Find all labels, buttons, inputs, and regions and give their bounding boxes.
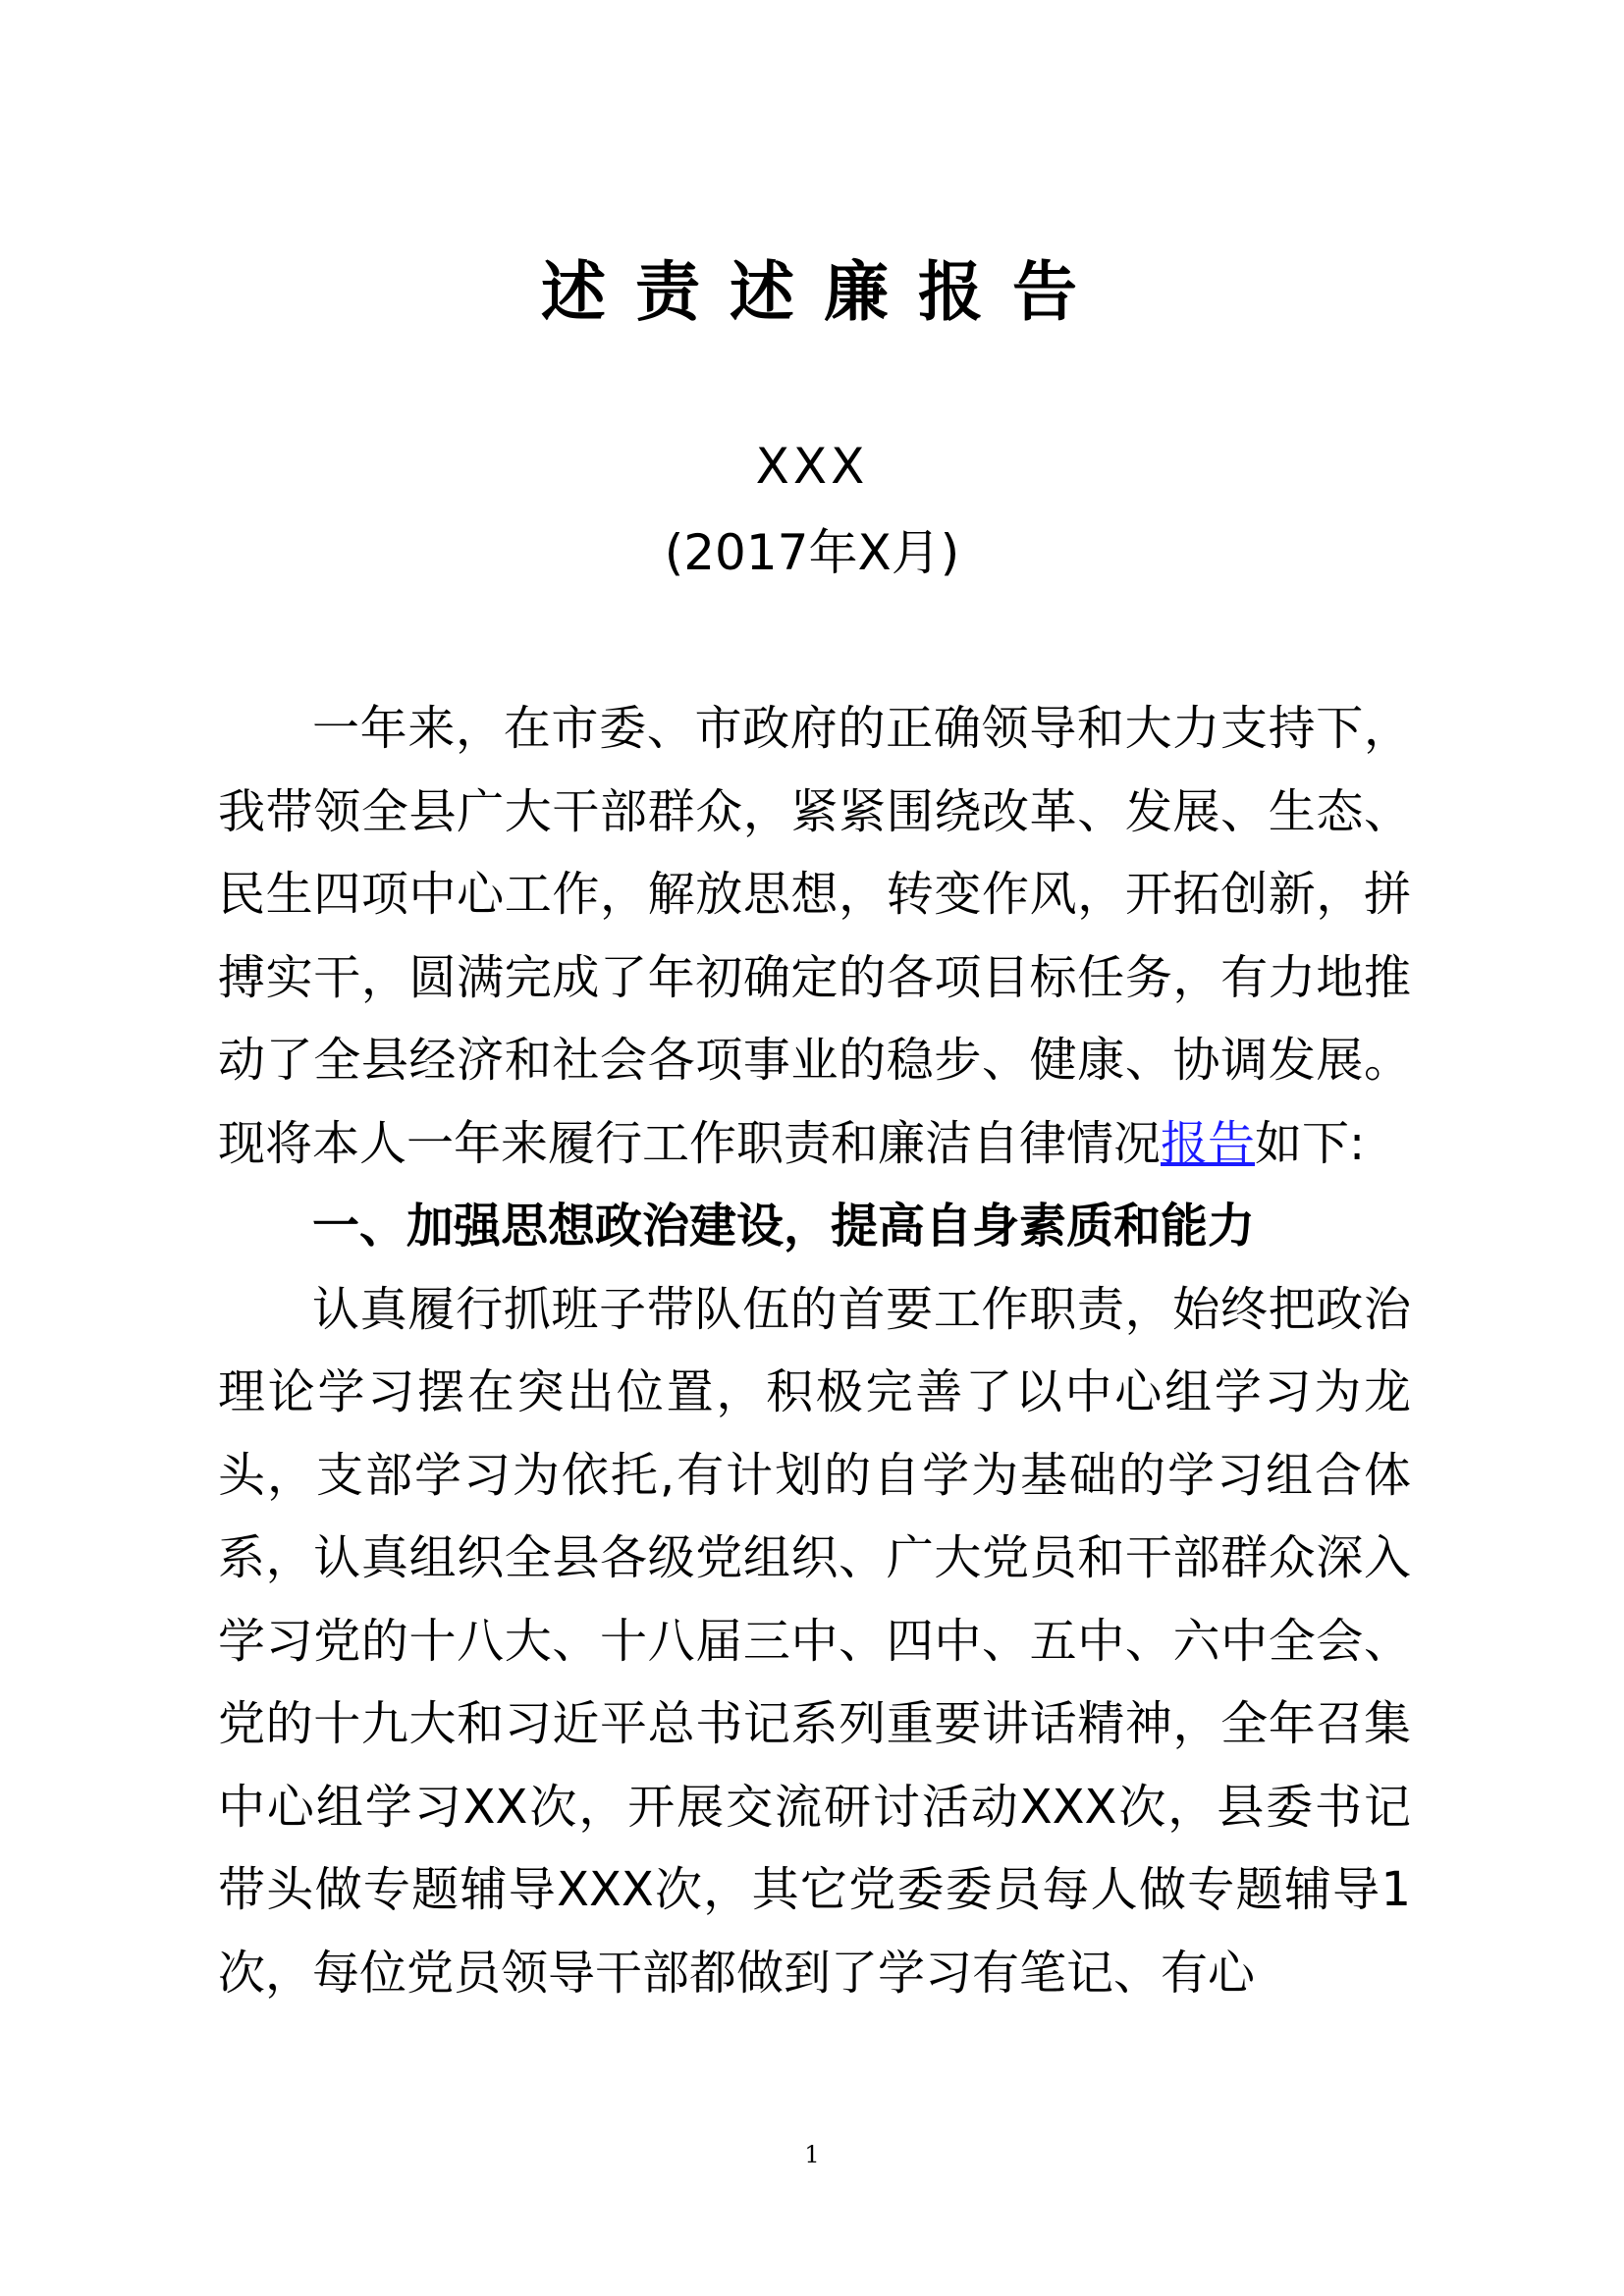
document-title: 述责述廉报告 [541, 254, 1107, 330]
intro-text-end: 如下: [1255, 1115, 1366, 1171]
document-body [218, 687, 1411, 2014]
report-link[interactable]: 报告 [1161, 1115, 1256, 1171]
intro-paragraph [218, 687, 1411, 1185]
page-number: 1 [804, 2141, 820, 2168]
section-heading: 一、加强思想政治建设，提高自身素质和能力 [312, 1199, 1256, 1254]
section-paragraph: 认真履行抓班子带队伍的首要工作职责，始终把政治理论学习摆在突出位置，积极完善了以中心组学习为龙头，支部学习为依托,有计划的自学为基础的学习组合体系，认真组织全县各级党组织、广大党员和干部群众深入学习党的十八大、十八届三中、四中、五中、六中全会、党的十九大和习近平总书记系列重要讲话精神，全年召集中心组学习XX次，开展交流研讨活动XXX次，县委书记带头做专题辅导XXX次，其它党委委员每人做专题辅导1次，每位党员领导干部都做到了学习有笔记、有心 [218, 1281, 1411, 2001]
document-date: (2017年X月) [664, 524, 960, 581]
document-author: XXX [755, 438, 869, 495]
intro-text: 一年来，在市委、市政府的正确领导和大力支持下，我带领全县广大干部群众，紧紧围绕改革、发展、生态、民生四项中心工作，解放思想，转变作风，开拓创新，拼搏实干，圆满完成了年初确定的各项目标任务，有力地推动了全县经济和社会各项事业的稳步、健康、协调发展。现将本人一年来履行工作职责和廉洁自律情况 [218, 701, 1411, 1171]
